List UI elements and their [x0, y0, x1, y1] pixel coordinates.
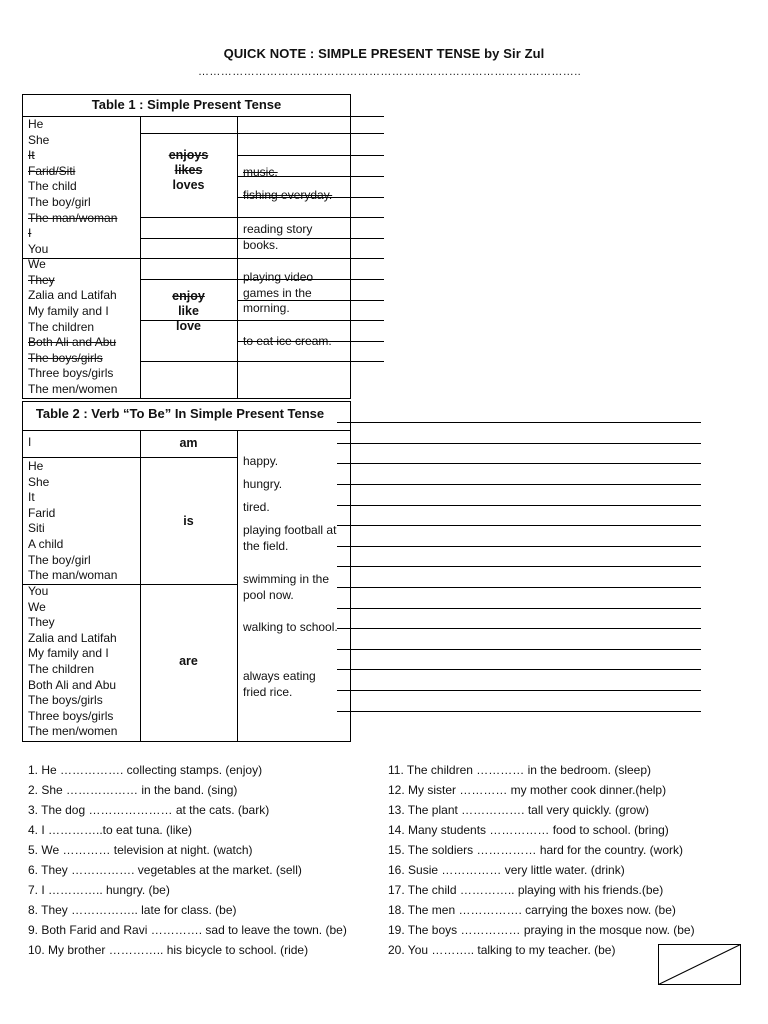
subject: They [28, 272, 55, 287]
exercise-item: 17. The child ………….. playing with his friends.(be) [388, 883, 664, 897]
divider [237, 430, 238, 742]
subject: He [28, 459, 44, 473]
writing-line [337, 628, 701, 629]
writing-line [337, 608, 701, 609]
writing-line [337, 505, 701, 506]
subject: Farid/Siti [28, 163, 76, 178]
writing-line [237, 133, 384, 134]
writing-line [237, 258, 384, 259]
writing-line [337, 711, 701, 712]
verb-list [140, 148, 237, 193]
exercise-item: 19. The boys …………… praying in the mosque now. (be) [388, 923, 695, 937]
verb: loves [172, 178, 205, 192]
writing-line [337, 463, 701, 464]
subject: I [28, 435, 32, 449]
writing-line [237, 279, 384, 280]
exercise-list-right [388, 760, 695, 960]
subject: A child [28, 536, 64, 551]
exercise-item: 18. The men ……………. carrying the boxes now. (be) [388, 903, 676, 917]
object: to eat ice cream. [243, 334, 332, 348]
subject: The men/women [28, 381, 118, 396]
exercise-item: 14. Many students …………… food to school. (bring) [388, 823, 669, 837]
subject: They [28, 615, 55, 630]
exercise-item: 10. My brother ………….. his bicycle to school. (ride) [28, 943, 309, 957]
writing-line [237, 176, 384, 177]
writing-line [337, 443, 701, 444]
complement: swimming in the pool now. [243, 572, 330, 602]
writing-line [337, 566, 701, 567]
writing-line [337, 690, 701, 691]
object: playing video games in the morning. [243, 270, 314, 316]
subject: You [28, 584, 49, 598]
writing-line [237, 116, 384, 117]
writing-line [237, 238, 384, 239]
divider [140, 279, 237, 280]
exercise-item: 5. We ………… television at night. (watch) [28, 843, 253, 857]
writing-line [337, 546, 701, 547]
exercise-item: 3. The dog ………………… at the cats. (bark) [28, 803, 270, 817]
exercise-item: 4. I …………..to eat tuna. (like) [28, 823, 193, 837]
divider [140, 361, 237, 362]
subject: My family and I [28, 303, 109, 318]
object: music. [243, 165, 278, 179]
subject: I [28, 226, 32, 240]
subject-list [28, 584, 117, 740]
verb: are [179, 654, 198, 668]
score-box-diagonal [658, 944, 741, 985]
subject: The child [28, 179, 77, 194]
divider [140, 217, 237, 218]
exercise-item: 7. I ………….. hungry. (be) [28, 883, 170, 897]
verb: love [175, 319, 201, 333]
verb: enjoys [168, 148, 209, 162]
writing-line [237, 341, 384, 342]
subject: She [28, 474, 50, 489]
verb: likes [174, 163, 203, 177]
subject: The boy/girl [28, 552, 91, 567]
subject: Three boys/girls [28, 708, 114, 723]
exercise-item: 11. The children ………… in the bedroom. (sleep) [388, 763, 652, 777]
subject: The children [28, 319, 95, 334]
exercise-item: 12. My sister ………… my mother cook dinner.(help) [388, 783, 667, 797]
subject: The children [28, 661, 95, 676]
subject: The man/woman [28, 210, 118, 225]
subject-list [28, 226, 117, 398]
divider [22, 457, 237, 458]
divider [22, 430, 351, 431]
writing-line [237, 300, 384, 301]
subject-list [28, 117, 117, 226]
verb: like [178, 304, 199, 318]
exercise-item: 8. They …………….. late for class. (be) [28, 903, 237, 917]
exercise-item: 20. You ……….. talking to my teacher. (be) [388, 943, 616, 957]
complement: always eating fried rice. [243, 669, 316, 699]
complement: happy. [243, 454, 279, 468]
writing-line [237, 320, 384, 321]
subject: We [28, 599, 46, 614]
page-title: QUICK NOTE : SIMPLE PRESENT TENSE by Sir Zul [223, 46, 545, 61]
subject: Farid [28, 505, 56, 520]
subject: The men/women [28, 724, 118, 739]
writing-line [337, 422, 701, 423]
complement: tired. [243, 500, 270, 514]
exercise-item: 1. He ……………. collecting stamps. (enjoy) [28, 763, 263, 777]
writing-line [237, 155, 384, 156]
subject: The boys/girls [28, 693, 103, 708]
subject: We [28, 257, 46, 272]
exercise-item: 16. Susie …………… very little water. (drink) [388, 863, 625, 877]
subject: The boy/girl [28, 194, 91, 209]
table-2-caption: Table 2 : Verb “To Be” In Simple Present Tense [35, 406, 325, 421]
subject: Zalia and Latifah [28, 288, 117, 303]
verb-list [140, 289, 237, 334]
writing-line [237, 197, 384, 198]
writing-line [337, 525, 701, 526]
subject: The boys/girls [28, 350, 103, 365]
verb: am [179, 436, 198, 450]
writing-line [337, 669, 701, 670]
exercise-item: 2. She ……………… in the band. (sing) [28, 783, 238, 797]
writing-line [337, 484, 701, 485]
verb: is [183, 514, 194, 528]
divider [140, 430, 141, 742]
writing-line [237, 217, 384, 218]
subject: Both Ali and Abu [28, 335, 117, 350]
subject-list [28, 459, 117, 584]
divider [140, 238, 237, 239]
table-1-caption: Table 1 : Simple Present Tense [91, 97, 282, 112]
complement: playing football at the field. [243, 523, 337, 553]
verb: enjoy [172, 289, 205, 303]
subject: She [28, 132, 50, 147]
divider [140, 133, 237, 134]
writing-line [337, 649, 701, 650]
writing-line [337, 587, 701, 588]
object: fishing everyday. [243, 188, 333, 202]
subject: The man/woman [28, 568, 118, 583]
object: reading story books. [243, 222, 313, 252]
title-dotted-line: ……………………………………………………………………………………….. [198, 66, 582, 78]
exercise-item: 13. The plant ……………. tall very quickly. (grow) [388, 803, 649, 817]
divider [140, 320, 237, 321]
subject: Both Ali and Abu [28, 677, 117, 692]
subject: You [28, 241, 49, 256]
writing-line [237, 361, 384, 362]
exercise-list-left [28, 760, 347, 960]
subject: It [28, 490, 35, 505]
exercise-item: 6. They ……………. vegetables at the market. (sell) [28, 863, 302, 877]
exercise-item: 9. Both Farid and Ravi …………. sad to leave the town. (be) [28, 923, 347, 937]
complement: walking to school. [243, 620, 338, 634]
subject: My family and I [28, 646, 109, 661]
score-box [658, 944, 741, 985]
subject: Siti [28, 521, 45, 536]
exercise-item: 15. The soldiers …………… hard for the country. (work) [388, 843, 683, 857]
complement: hungry. [243, 477, 283, 491]
subject: It [28, 148, 35, 163]
subject: He [28, 117, 44, 131]
subject: Zalia and Latifah [28, 630, 117, 645]
subject: Three boys/girls [28, 366, 114, 381]
